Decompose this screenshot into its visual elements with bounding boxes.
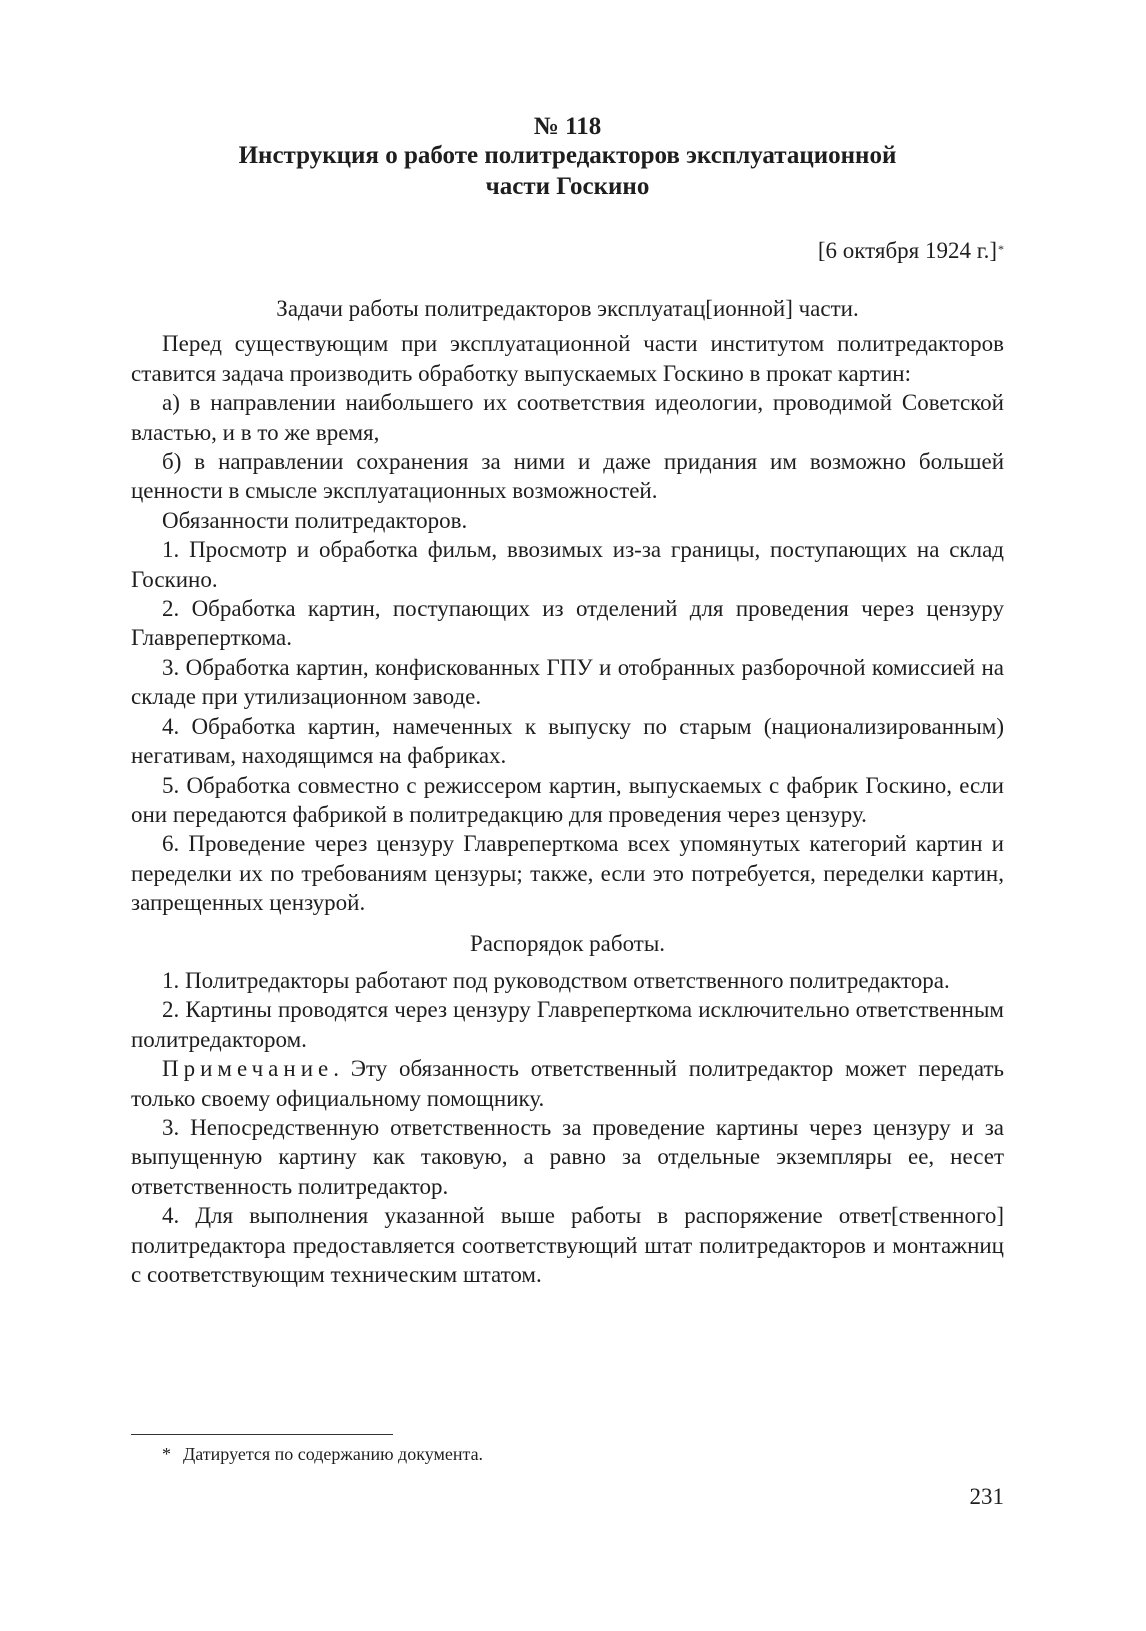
- document-title: [131, 140, 1004, 202]
- paragraph-point-b: б) в направлении сохранения за ними и даже придания им возможно большей ценности в смысле эксплуатационных возможностей.: [131, 449, 1004, 504]
- duty-item: 5. Обработка совместно с режиссером картин, выпускаемых с фабрик Госкино, если они передаются фабрикой в политредакцию для проведения через цензуру.: [131, 772, 1004, 827]
- order-item: 4. Для выполнения указанной выше работы в распоряжение ответ[ственного] политредактора предоставляется соответствующий штат политредакторов и монтажниц с соответствующим техническим штатом.: [131, 1203, 1004, 1287]
- footnote-reference: *: [998, 242, 1004, 256]
- document-number: № 118: [533, 113, 602, 140]
- duty-item: 1. Просмотр и обработка фильм, ввозимых из-за границы, поступающих на склад Госкино.: [131, 537, 1004, 592]
- order-item: 2. Картины проводятся через цензуру Главреперткома исключительно ответственным политредактором.: [131, 997, 1004, 1052]
- document-title-line: Инструкция о работе политредакторов эксплуатационной: [238, 142, 897, 169]
- footnote-mark: *: [162, 1444, 171, 1464]
- duty-item: 6. Проведение через цензуру Главреперткома всех упомянутых категорий картин и переделки их по требованиям цензуры; также, если это потребуется, переделки картин, запрещенных цензурой.: [131, 831, 1004, 916]
- order-item: 1. Политредакторы работают под руководством ответственного политредактора.: [162, 967, 950, 993]
- duty-item: 4. Обработка картин, намеченных к выпуску по старым (национализированным) негативам, находящимся на фабриках.: [131, 713, 1004, 769]
- footnote-divider: [131, 1434, 393, 1435]
- note-paragraph: [131, 1054, 1004, 1113]
- document-date: [818, 236, 1004, 266]
- order-item: 3. Непосредственную ответственность за проведение картины через цензуру и за выпущенную картину как таковую, а равно за отдельные экземпляры ее, несет ответственность политредактор.: [131, 1114, 1004, 1199]
- document-title-line: части Госкино: [485, 173, 650, 200]
- duty-item: 2. Обработка картин, поступающих из отделений для проведения через цензуру Главреперткома.: [131, 596, 1004, 651]
- section-heading-tasks: Задачи работы политредакторов эксплуатац[ионной] части.: [276, 296, 859, 321]
- page-number: 231: [969, 1484, 1004, 1509]
- section-heading-order: Распорядок работы.: [469, 930, 666, 956]
- footnote-text: Датируется по содержанию документа.: [183, 1444, 484, 1464]
- document-page: [131, 0, 1004, 1631]
- footnote: [162, 1442, 483, 1466]
- date-text: [6 октября 1924 г.]: [817, 238, 997, 263]
- duty-item: 3. Обработка картин, конфискованных ГПУ и отобранных разборочной комиссией на складе при утилизационном заводе.: [131, 654, 1004, 710]
- paragraph-intro: Перед существующим при эксплуатационной части институтом политредакторов ставится задача производить обработку выпускаемых Госкино в прокат картин:: [131, 331, 1004, 386]
- section-heading-duties: Обязанности политредакторов.: [162, 507, 468, 533]
- note-text: . Эту обязанность ответственный политредактор может передать только своему официальному помощнику.: [131, 1056, 1004, 1111]
- paragraph-point-a: а) в направлении наибольшего их соответствия идеологии, проводимой Советской властью, и в то же время,: [131, 390, 1004, 445]
- document-body: [131, 294, 1004, 1289]
- note-label: Примечание: [162, 1056, 334, 1082]
